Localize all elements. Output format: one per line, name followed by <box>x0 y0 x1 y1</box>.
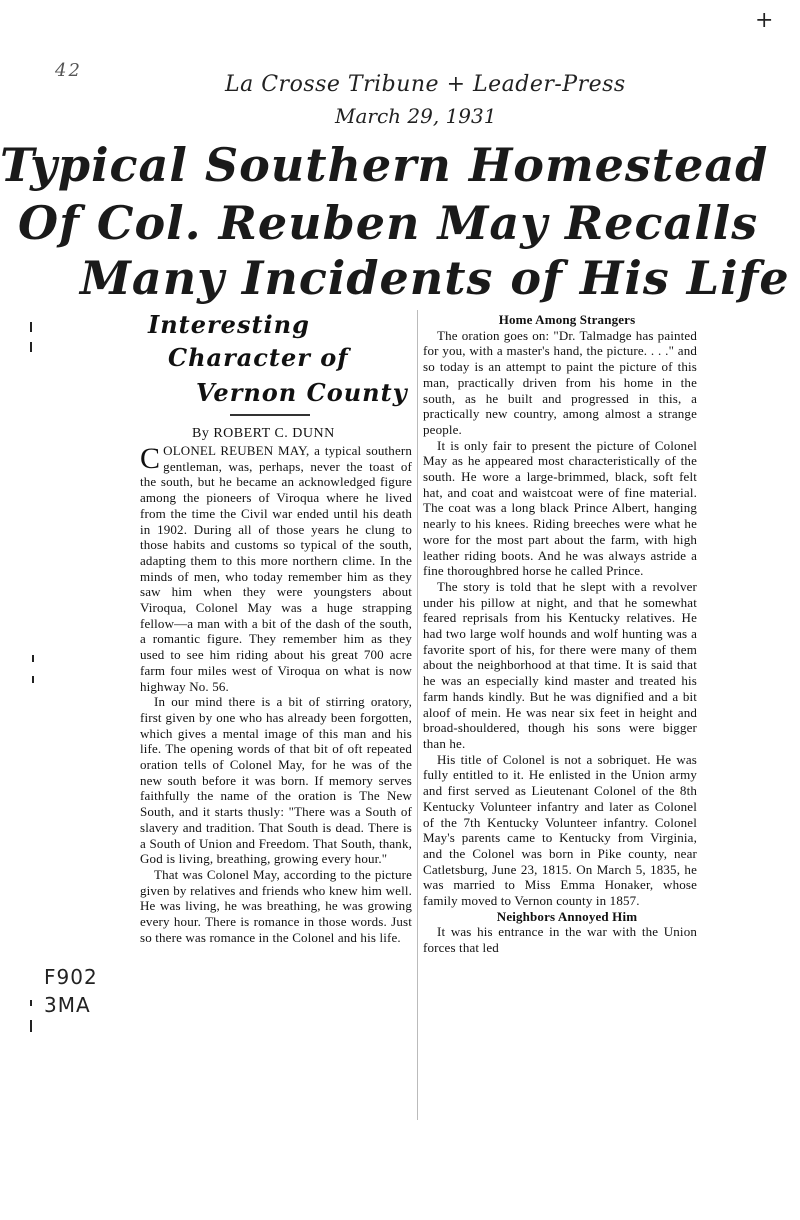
catalog-note-1: F902 <box>44 965 98 989</box>
subhead-line-2: Character of <box>168 343 349 372</box>
article-paragraph: That was Colonel May, according to the picture given by relatives and friends who knew him well. He was living, he was breathing, he was growing every hour. There is romance in those words. Just so there was romance in the Colonel and his life. <box>140 866 412 945</box>
article-column-1 <box>140 443 412 946</box>
margin-tick <box>30 342 32 352</box>
column-divider <box>417 310 418 1120</box>
paragraph-text: OLONEL REUBEN MAY, a typical southern gentleman, was, perhaps, never the toast of the south, but he became an acknowledged figure among the pioneers of Viroqua where he lived from the time the Civil war ended until his death in 1902. During all of those years he clung to those habits and customs so typical of the south, adapting them to this more northern clime. In the minds of men, who today remember him as they saw him when they were youngsters about Viroqua, Colonel May was a huge strapping fellow—a man with a bit of the dash of the south, a romantic figure. They remember him as they used to see him riding about his great 700 acre farm four miles west of Viroqua on what is now highway No. 56. <box>140 443 412 694</box>
subhead-rule <box>230 414 310 416</box>
page-number: 42 <box>55 60 82 81</box>
article-paragraph: In our mind there is a bit of stirring oratory, first given by one who has already been forgotten, which gives a mental image of this man and his life. The opening words of that bit of oft repeated oration tells of Colonel May, for he was of the new south before it was born. If memory serves faithfully the name of the oration is The New South, and it starts thusly: "There was a South of slavery and tradition. That South is dead. There is a South of Union and Freedom. That South, thank, God is living, breathing, growing every hour." <box>140 694 412 867</box>
article-paragraph: The oration goes on: "Dr. Talmadge has painted for you, with a master's hand, the picture. . . ." and so today is an attempt to paint the picture of this man, practically driven from his home in the south, as he built and progressed in this, a practically new country, among almost a strange people. <box>423 327 697 437</box>
byline: By ROBERT C. DUNN <box>192 426 335 441</box>
drop-cap: C <box>140 442 161 475</box>
margin-tick <box>32 676 34 683</box>
headline-line-2: Of Col. Reuben May Recalls <box>18 196 759 250</box>
margin-tick <box>30 322 32 332</box>
source-annotation: La Crosse Tribune + Leader-Press <box>225 72 626 97</box>
article-paragraph: It is only fair to present the picture of Colonel May as he appeared most characteristically of the south. He wore a large-brimmed, black, soft felt hat, and coat and waistcoat were of fine material. The coat was a long black Prince Albert, hanging nearly to his knees. Riding breeches were what he wore for the most part about the farm, with high leather riding boots. And he was always astride a fine thoroughbred horse he called Prince. <box>423 437 697 579</box>
margin-tick <box>32 655 34 662</box>
margin-tick <box>30 1020 32 1032</box>
article-paragraph: It was his entrance in the war with the Union forces that led <box>423 924 697 956</box>
article-column-2 <box>423 312 697 956</box>
article-paragraph: His title of Colonel is not a sobriquet. He was fully entitled to it. He enlisted in the Union army and first served as Lieutenant Colonel of the 8th Kentucky Volunteer infantry and later as Colonel of the 7th Kentucky Volunteer infantry. Colonel May's parents came to Kentucky from Virginia, and the Colonel was born in Pike county, near Catletsburg, June 23, 1815. On March 5, 1835, he was married to Miss Emma Honaker, whose family moved to Vernon county in 1857. <box>423 751 697 909</box>
corner-mark: + <box>755 8 774 33</box>
article-paragraph <box>140 443 412 694</box>
section-heading: Home Among Strangers <box>498 312 636 327</box>
subhead-line-1: Interesting <box>148 310 310 339</box>
date-annotation: March 29, 1931 <box>335 104 497 128</box>
article-paragraph: The story is told that he slept with a revolver under his pillow at night, and that he somewhat feared reprisals from his Kentucky relatives. He had two large wolf hounds and wolf hunting was a favorite sport of his, for there were many of them about the neighborhood at that time. It is said that he was an especially kind master and treated his farm hands kindly. But he was dignified and a bit aloof of mein. He was near six feet in height and broad-shouldered, though his sons were bigger than he. <box>423 578 697 751</box>
section-heading: Neighbors Annoyed Him <box>496 908 638 924</box>
catalog-note-2: 3MA <box>44 993 91 1017</box>
subhead-line-3: Vernon County <box>196 378 408 407</box>
margin-tick <box>30 1000 32 1006</box>
headline-line-3: Many Incidents of His Life <box>80 251 790 305</box>
headline-line-1: Typical Southern Homestead <box>0 138 769 192</box>
